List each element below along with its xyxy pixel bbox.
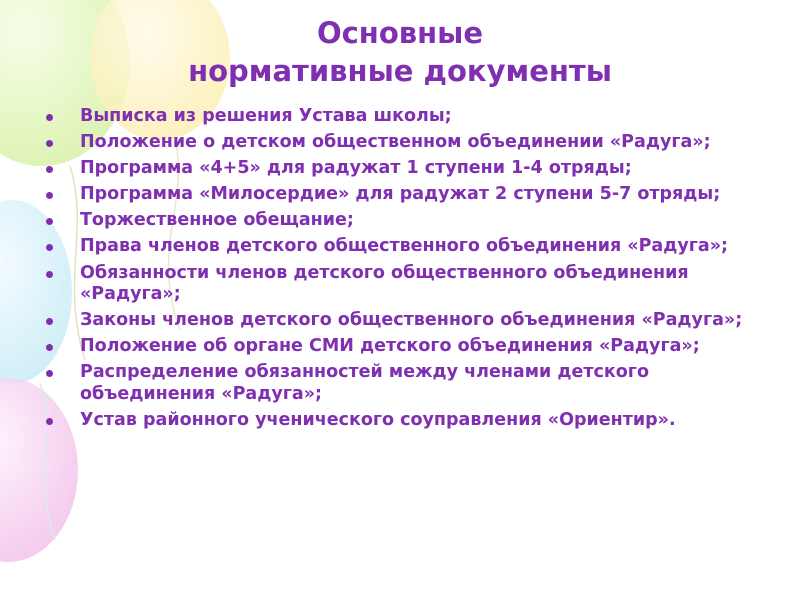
documents-bullet-list	[44, 106, 764, 436]
bullet-dot-icon	[46, 244, 53, 251]
bullet-item-member-duties	[44, 263, 764, 306]
slide-title-line-2: нормативные документы	[188, 54, 612, 88]
slide-title-line-1: Основные	[316, 16, 484, 50]
bullet-text: Положение о детском общественном объединении «Радуга»;	[80, 132, 711, 153]
bullet-dot-icon	[46, 218, 53, 225]
bullet-dot-icon	[46, 166, 53, 173]
bullet-text: Программа «4+5» для радужат 1 ступени 1-4 отряды;	[80, 158, 632, 179]
bullet-item-media-regulation	[44, 336, 764, 358]
bullet-item-member-rights	[44, 236, 764, 258]
bullet-item-solemn-promise	[44, 210, 764, 232]
bullet-dot-icon	[46, 418, 53, 425]
bullet-dot-icon	[46, 192, 53, 199]
bullet-text: Права членов детского общественного объединения «Радуга»;	[80, 236, 729, 257]
bullet-item-member-laws	[44, 310, 764, 332]
bullet-text: Выписка из решения Устава школы;	[80, 106, 452, 126]
bullet-item-program-4-5	[44, 158, 764, 180]
bullet-text: Законы членов детского общественного объединения «Радуга»;	[80, 310, 743, 331]
bullet-item-association-regulation	[44, 132, 764, 154]
bullet-dot-icon	[46, 140, 53, 147]
bullet-text: Распределение обязанностей между членами детского объединения «Радуга»;	[80, 362, 649, 404]
bullet-item-self-government-charter	[44, 410, 764, 432]
bullet-text: Программа «Милосердие» для радужат 2 ступени 5-7 отряды;	[80, 184, 721, 205]
bullet-text: Устав районного ученического соуправления «Ориентир».	[80, 409, 676, 430]
bullet-dot-icon	[46, 114, 53, 121]
bullet-dot-icon	[46, 271, 53, 278]
bullet-text: Положение об органе СМИ детского объединения «Радуга»;	[80, 336, 700, 357]
bullet-text: Обязанности членов детского общественного объединения «Радуга»;	[80, 262, 689, 305]
slide-title	[110, 14, 690, 90]
bullet-item-program-mercy	[44, 184, 764, 206]
bullet-text: Торжественное обещание;	[80, 210, 354, 231]
bullet-item-duty-distribution	[44, 362, 764, 405]
bullet-dot-icon	[46, 344, 53, 351]
bullet-item-charter-extract	[44, 106, 764, 128]
bullet-dot-icon	[46, 370, 53, 377]
bullet-dot-icon	[46, 318, 53, 325]
